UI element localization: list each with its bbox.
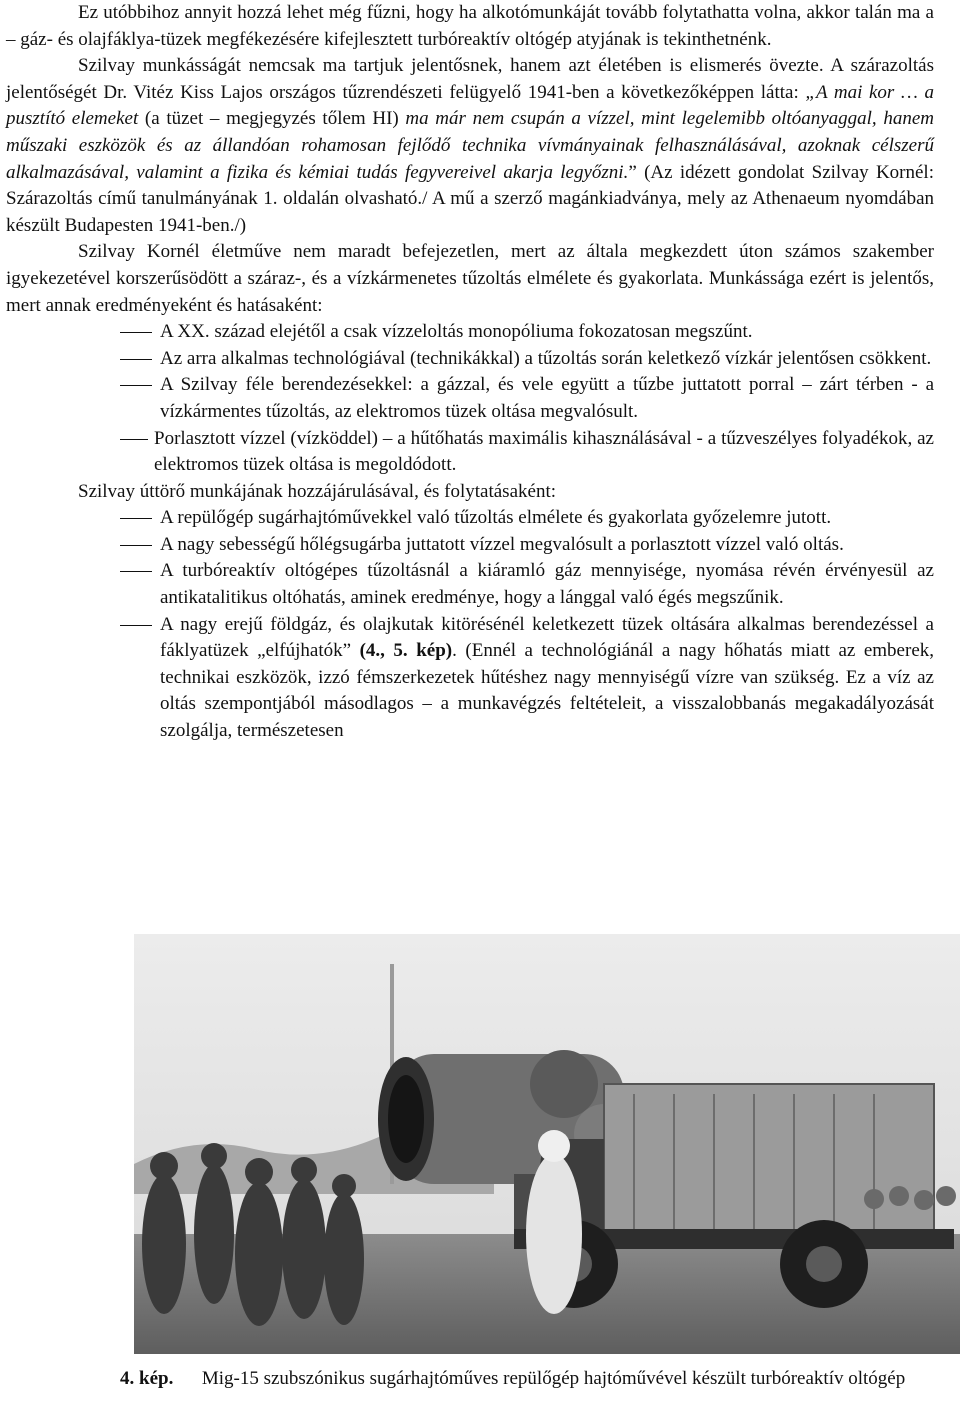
list-item: A XX. század elejétől a csak vízzeloltás monopóliuma fokozatosan megszűnt.	[6, 319, 934, 346]
paragraph-recognition	[6, 53, 934, 239]
dash-bullet-icon	[120, 545, 152, 546]
dash-bullet-icon	[120, 332, 152, 333]
dash-bullet-icon	[120, 518, 152, 519]
photo-illustration	[134, 934, 960, 1354]
dash-bullet-icon	[120, 439, 148, 440]
list-item: A nagy sebességű hőlégsugárba juttatott vízzel megvalósult a porlasztott vízzel való oltás.	[6, 532, 934, 559]
paragraph-intro: Ez utóbbihoz annyit hozzá lehet még fűzni, hogy ha alkotómunkáját tovább folytathatta volna, akkor talán ma a – gáz- és olajfáklya-tüzek megfékezésére kifejlesztett turbóreaktív oltógép atyjának is tekinthetnénk.	[6, 2, 934, 50]
author-note: (a tüzet – megjegyzés tőlem HI)	[138, 108, 406, 130]
continuation-list	[6, 505, 934, 744]
truck-photo	[134, 934, 960, 1354]
figure-caption-text: Mig-15 szubszónikus sugárhajtóműves repülőgép hajtóművével készült turbóreaktív oltógép	[201, 1368, 906, 1389]
figure-reference: (4., 5. kép)	[359, 640, 453, 662]
quote-part-b: ma már nem csupán a vízzel, mint legelemibb oltóanyaggal, hanem műszaki eszközök és az állandóan rohamosan fejlődő technika vívmányainak felhasználásával, azoknak célszerű alkalmazásával, valamint a fizika és kémiai tudás fegyvereivel akarja legyőzni.	[6, 108, 934, 183]
list-item: Az arra alkalmas technológiával (technikákkal) a tűzoltás során keletkező vízkár jelentősen csökkent.	[6, 346, 934, 373]
figure-caption	[120, 1366, 934, 1393]
dash-bullet-icon	[120, 385, 152, 386]
list-item: Porlasztott vízzel (vízköddel) – a hűtőhatás maximális kihasználásával - a tűzveszélyes folyadékok, az elektromos tüzek oltása is megoldódott.	[6, 426, 934, 479]
recognition-text: Szilvay munkásságát nemcsak ma tartjuk jelentősnek, hanem azt életében is elismerés övezte. A szárazoltás jelentőségét Dr. Vitéz Kiss Lajos országos tűzrendészeti felügyelő 1941-ben a következőképpen látta:	[6, 55, 934, 103]
list-item: A nagy erejű földgáz, és olajkutak kitörésénél keletkezett tüzek oltására alkalmas berendezéssel a fáklyatüzek „elfújhatók” (4., 5. kép). (Ennél a technológiánál a nagy hőhatás miatt az emberek, technikai eszközök, izzó fémszerkezetek hűtéshez nagy mennyiségű vízre van szükség. Ez a víz az oltás szempontjából másodlagos – a munkavégzés feltételeit, a visszalobbanás megakadályozását szolgálja, természetesen	[6, 612, 934, 745]
paragraph-continuation: Szilvay úttörő munkájának hozzájárulásával, és folytatásaként:	[78, 480, 556, 502]
paragraph-legacy: Szilvay Kornél életműve nem maradt befejezetlen, mert az általa megkezdett úton számos szakember igyekezetével korszerűsödött a száraz-, és a vízkármenetes tűzoltás elmélete és gyakorlata. Munkássága ezért is jelentős, mert annak eredményeként és hatásaként:	[6, 241, 934, 316]
list-item: A Szilvay féle berendezésekkel: a gázzal, és vele együtt a tűzbe juttatott porral – zárt térben - a vízkármentes tűzoltás, az elektromos tüzek oltása megvalósult.	[6, 372, 934, 425]
document-page	[6, 0, 934, 745]
results-list	[6, 319, 934, 479]
list-item: A turbóreaktív oltógépes tűzoltásnál a kiáramló gáz mennyisége, nyomása révén érvényesül az antikatalitikus oltóhatás, aminek eredménye, hogy a lánggal való égés megszűnik.	[6, 558, 934, 611]
list-item: A repülőgép sugárhajtóművekkel való tűzoltás elmélete és gyakorlata győzelemre jutott.	[6, 505, 934, 532]
citation-text: ” (Az idézett gondolat Szilvay Kornél: Szárazoltás című tanulmányának 1. oldalán olvasható./ A mű a szerző magánkiadványa, mely az Athenaeum nyomdában készült Budapesten 1941-ben./)	[6, 161, 934, 236]
dash-bullet-icon	[120, 359, 152, 360]
quote-part-a: „A mai kor … a pusztító elemeket	[6, 81, 934, 130]
dash-bullet-icon	[120, 571, 152, 572]
dash-bullet-icon	[120, 625, 152, 626]
figure-label: 4. kép.	[120, 1368, 174, 1389]
